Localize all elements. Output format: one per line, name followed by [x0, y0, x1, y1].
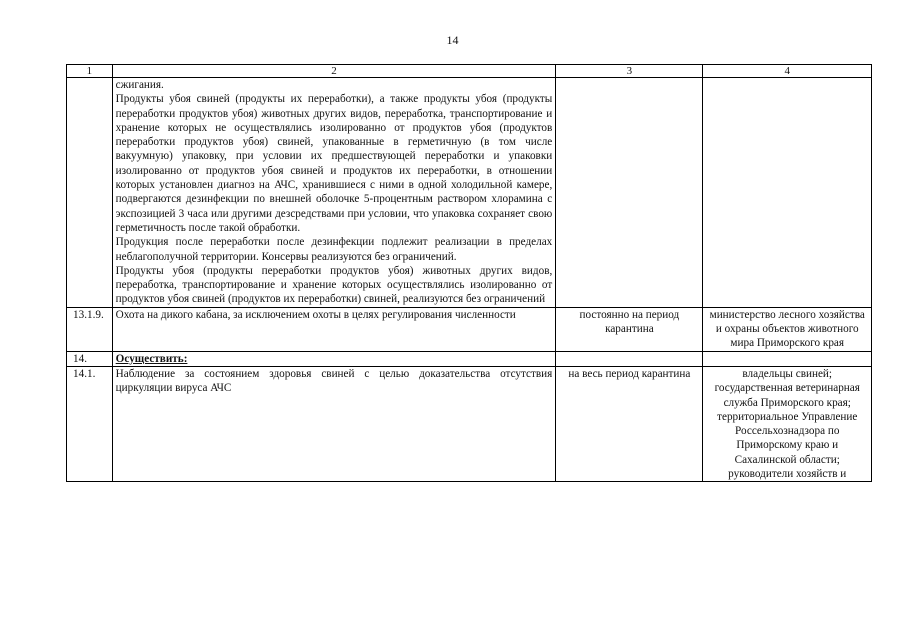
table-row — [67, 307, 872, 351]
page-number: 14 — [446, 33, 459, 47]
row-description — [112, 78, 556, 308]
table-header-row — [67, 65, 872, 78]
row-period: на весь период карантина — [556, 366, 703, 481]
header-col-3: 3 — [556, 65, 703, 78]
row-description: Наблюдение за состоянием здоровья свиней с целью доказательства отсутствия циркуляции вируса АЧС — [112, 366, 556, 481]
header-col-1: 1 — [67, 65, 113, 78]
row-period — [556, 351, 703, 366]
row-number: 13.1.9. — [67, 307, 113, 351]
row-number: 14.1. — [67, 366, 113, 481]
row-period: постоянно на период карантина — [556, 307, 703, 351]
row-description: Осуществить: — [112, 351, 556, 366]
row-responsible — [703, 351, 872, 366]
measures-table — [66, 64, 872, 482]
table-row — [67, 78, 872, 308]
row-responsible: владельцы свиней; государственная ветеринарная служба Приморского края; территориальное Управление Россельхознадзора по Приморскому краю и Сахалинской области; руководители хозяйств и — [703, 366, 872, 481]
paragraph: сжигания. — [115, 79, 164, 91]
row-number — [67, 78, 113, 308]
row-responsible — [703, 78, 872, 308]
row-responsible: министерство лесного хозяйства и охраны объектов животного мира Приморского края — [703, 307, 872, 351]
row-description: Охота на дикого кабана, за исключением охоты в целях регулирования численности — [112, 307, 556, 351]
row-number: 14. — [67, 351, 113, 366]
header-col-2: 2 — [112, 65, 556, 78]
row-period — [556, 78, 703, 308]
paragraph: Продукты убоя свиней (продукты их переработки), а также продукты убоя (продукты переработки продуктов убоя) животных других видов, переработка, транспортирование и хранение которых не осуществлялись изолированно от продуктов убоя (продуктов переработки продуктов убоя) свиней, упакованные в герметичную (в том числе вакуумную) упаковку, при условии их предшествующей переработки и упаковки изолированно от продуктов убоя свиней и продуктов их переработки, в отношении которых установлен диагноз на АЧС, хранившиеся с ними в одной холодильной камере, подвергаются дезинфекции по внешней оболочке 5-процентным раствором хлорамина с экспозицией 3 часа или другими дезсредствами при условии, что упаковка сохраняет свою герметичность после такой обработки. — [115, 93, 553, 234]
paragraph: Продукция после переработки после дезинфекции подлежит реализации в пределах неблагополучной территории. Консервы реализуются без ограничений. — [115, 236, 553, 263]
paragraph: Продукты убоя (продукты переработки продуктов убоя) животных других видов, переработка, транспортирование и хранение которых осуществлялись изолированно от продуктов убоя свиней (продуктов их переработки) свиней, реализуются без ограничений — [115, 264, 553, 306]
header-col-4: 4 — [703, 65, 872, 78]
table-row — [67, 351, 872, 366]
table-row — [67, 366, 872, 481]
